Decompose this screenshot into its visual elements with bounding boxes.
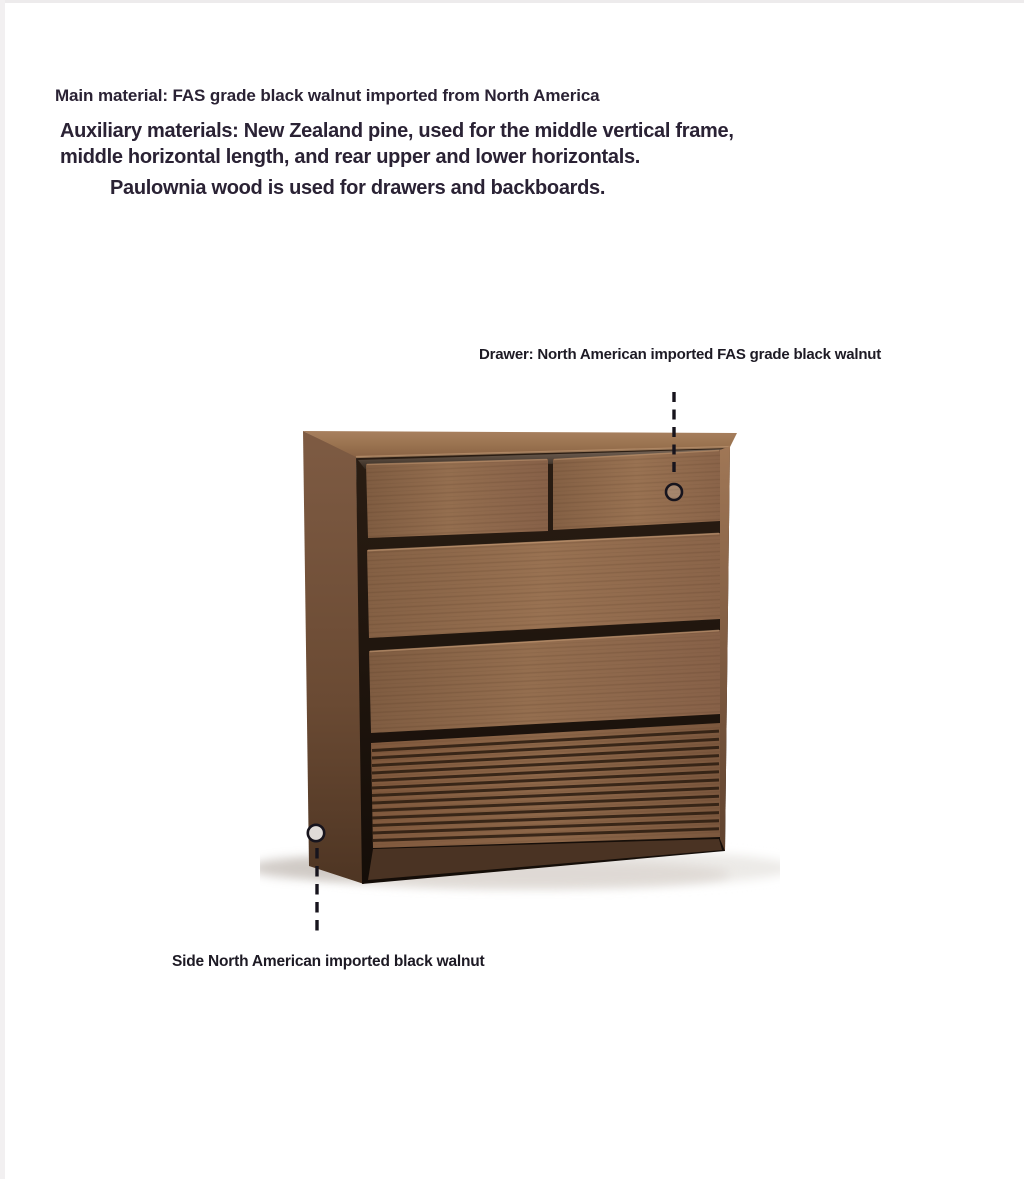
- drawer-louvered: [371, 723, 720, 848]
- paulownia-material-text: Paulownia wood is used for drawers and backboards.: [110, 177, 606, 199]
- auxiliary-material-text-line2: middle horizontal length, and rear upper and lower horizontals.: [60, 146, 641, 168]
- page-top-edge: [0, 0, 1024, 3]
- side-callout-label: Side North American imported black walnut: [172, 953, 485, 970]
- drawer-callout-label: Drawer: North American imported FAS grade black walnut: [479, 346, 882, 363]
- auxiliary-material-text-line1: Auxiliary materials: New Zealand pine, used for the middle vertical frame,: [60, 120, 734, 142]
- drawer-callout-ring-icon: [666, 484, 682, 500]
- page-left-edge: [0, 0, 5, 1179]
- cabinet-side-panel: [303, 431, 364, 884]
- drawer-small-left: [366, 459, 548, 538]
- main-material-text: Main material: FAS grade black walnut imported from North America: [55, 86, 600, 105]
- side-callout-ring-icon: [308, 825, 324, 841]
- drawer-small-right: [553, 450, 720, 530]
- cabinet-right-frame-edge: [720, 446, 730, 851]
- chest-of-drawers-illustration: [260, 380, 780, 955]
